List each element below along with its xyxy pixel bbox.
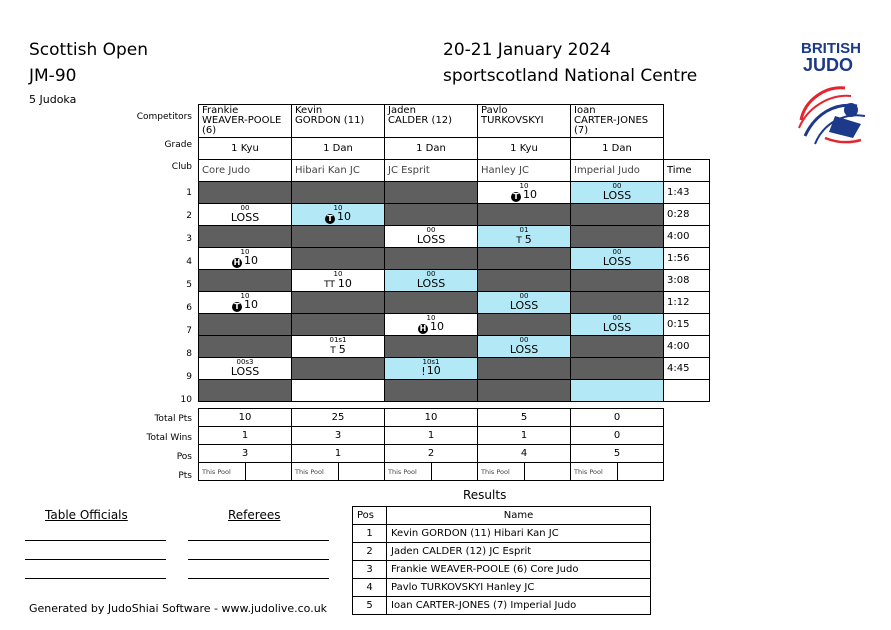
- match-row: [199, 358, 710, 380]
- results-title: Results: [463, 488, 507, 502]
- score-value: [292, 210, 384, 224]
- match-cell: [385, 226, 478, 248]
- score-value: [199, 211, 291, 224]
- blank-cell: [664, 105, 710, 138]
- match-row: [199, 292, 710, 314]
- match-time: 1:56: [664, 248, 710, 270]
- match-cell: [478, 248, 571, 270]
- summary-row: [199, 445, 664, 463]
- results-pos: 1: [353, 525, 387, 543]
- match-cell: [292, 358, 385, 380]
- pos-cell: 1: [292, 445, 385, 463]
- match-cell: [385, 182, 478, 204]
- match-cell: [385, 270, 478, 292]
- match-row: [199, 182, 710, 204]
- match-cell: [571, 226, 664, 248]
- results-name: Frankie WEAVER-POOLE (6) Core Judo: [387, 561, 651, 579]
- score-text: 10: [523, 188, 537, 201]
- score-text: LOSS: [509, 343, 539, 356]
- shido-warning-icon: !: [421, 365, 426, 378]
- competitor-name-3: [385, 105, 478, 138]
- event-venue: sportscotland National Centre: [443, 66, 698, 86]
- match-cell: [292, 292, 385, 314]
- competitor-last-name: CARTER-JONES (7): [574, 115, 649, 136]
- match-cell: [478, 380, 571, 402]
- match-time: 0:15: [664, 314, 710, 336]
- signature-line: [188, 540, 329, 541]
- row-labels: [100, 104, 192, 504]
- score-type-icon: T: [516, 236, 522, 246]
- match-cell: [478, 336, 571, 358]
- signature-line: [25, 540, 166, 541]
- score-type-icon: H: [419, 324, 427, 333]
- match-row: [199, 314, 710, 336]
- match-cell: [385, 380, 478, 402]
- match-cell: [199, 336, 292, 358]
- pos-cell: 3: [199, 445, 292, 463]
- score-type-icon: T: [511, 192, 521, 202]
- score-detail: 00s3: [236, 358, 254, 366]
- grade-cell: 1 Dan: [292, 138, 385, 160]
- pool-pts-divider: [524, 463, 525, 480]
- score-text: 10: [426, 364, 441, 377]
- grade-cell: 1 Kyu: [478, 138, 571, 160]
- score-value: [385, 233, 477, 246]
- score-text: 10: [337, 210, 351, 223]
- results-pos: 4: [353, 579, 387, 597]
- label-competitors: Competitors: [136, 112, 192, 122]
- score-detail: 00: [612, 248, 622, 256]
- match-cell: [292, 336, 385, 358]
- footer-text: Generated by JudoShiai Software - www.judolive.co.uk: [29, 602, 328, 615]
- label-total-wins: Total Wins: [146, 433, 192, 443]
- match-number-5: 5: [186, 280, 192, 290]
- score-detail: 00: [612, 314, 622, 322]
- score-detail: 00: [612, 182, 622, 190]
- match-cell: [292, 226, 385, 248]
- event-date: 20-21 January 2024: [443, 40, 611, 60]
- match-time: 1:43: [664, 182, 710, 204]
- score-detail: 00: [519, 336, 529, 344]
- competitor-last-name: CALDER (12): [388, 115, 453, 126]
- score-text: 10: [244, 254, 258, 267]
- results-row: [353, 579, 651, 597]
- score-value: [292, 277, 384, 290]
- pool-pts-divider: [245, 463, 246, 480]
- results-name: Ioan CARTER-JONES (7) Imperial Judo: [387, 597, 651, 615]
- results-header-row: [353, 507, 651, 525]
- pool-pts-divider: [338, 463, 339, 480]
- results-row: [353, 597, 651, 615]
- match-cell: [571, 314, 664, 336]
- score-text: LOSS: [602, 321, 632, 334]
- match-number-4: 4: [186, 257, 192, 267]
- score-value: [478, 188, 570, 202]
- match-cell: [385, 358, 478, 380]
- competitor-name-1: [199, 105, 292, 138]
- score-detail: 00: [240, 204, 250, 212]
- match-cell: [478, 182, 571, 204]
- judoka-count: 5 Judoka: [29, 93, 77, 106]
- results-row: [353, 525, 651, 543]
- competitor-row: [199, 105, 710, 138]
- total-wins-cell: 0: [571, 427, 664, 445]
- time-header: Time: [664, 160, 710, 182]
- score-detail: 01s1: [329, 336, 347, 344]
- match-cell: [199, 226, 292, 248]
- total-pts-cell: 25: [292, 409, 385, 427]
- signature-line: [188, 578, 329, 579]
- competitor-last-name: WEAVER-POOLE (6): [202, 115, 282, 136]
- pool-pts-cell: [478, 463, 571, 481]
- club-cell: Hibari Kan JC: [292, 160, 385, 182]
- results-pos: 2: [353, 543, 387, 561]
- competitor-first-name: Kevin: [295, 105, 323, 116]
- pool-pts-cell: [385, 463, 478, 481]
- results-name: Jaden CALDER (12) JC Esprit: [387, 543, 651, 561]
- score-text: LOSS: [230, 365, 260, 378]
- signature-line: [188, 559, 329, 560]
- score-text: LOSS: [416, 277, 446, 290]
- match-cell: [478, 358, 571, 380]
- match-number-7: 7: [186, 326, 192, 336]
- total-wins-cell: 3: [292, 427, 385, 445]
- score-detail: 00: [519, 292, 529, 300]
- match-cell: [571, 380, 664, 402]
- score-value: [478, 233, 570, 246]
- match-cell: [199, 358, 292, 380]
- results-row: [353, 561, 651, 579]
- match-row: [199, 248, 710, 270]
- pool-pts-divider: [617, 463, 618, 480]
- club-cell: JC Esprit: [385, 160, 478, 182]
- match-time: 4:45: [664, 358, 710, 380]
- match-cell: [292, 204, 385, 226]
- match-number-1: 1: [186, 188, 192, 198]
- score-type-icon: TT: [324, 280, 335, 290]
- club-cell: Core Judo: [199, 160, 292, 182]
- british-judo-logo: [795, 40, 875, 160]
- competitor-name-5: [571, 105, 664, 138]
- match-row: [199, 270, 710, 292]
- results-col-name: Name: [387, 507, 651, 525]
- match-cell: [478, 226, 571, 248]
- score-value: [199, 254, 291, 268]
- match-row: [199, 226, 710, 248]
- match-cell: [292, 314, 385, 336]
- match-cell: [199, 204, 292, 226]
- score-detail: 10: [240, 248, 250, 256]
- match-cell: [571, 358, 664, 380]
- match-number-8: 8: [186, 349, 192, 359]
- competitor-first-name: Ioan: [574, 105, 596, 116]
- competitor-last-name: TURKOVSKYI: [481, 115, 544, 126]
- score-value: [571, 321, 663, 334]
- match-cell: [292, 270, 385, 292]
- label-grade: Grade: [164, 140, 192, 150]
- match-time: 0:28: [664, 204, 710, 226]
- match-row: [199, 204, 710, 226]
- score-text: 10: [430, 320, 444, 333]
- score-value: [199, 298, 291, 312]
- score-value: [571, 255, 663, 268]
- grade-cell: 1 Dan: [571, 138, 664, 160]
- results-pos: 5: [353, 597, 387, 615]
- match-cell: [199, 314, 292, 336]
- match-time: 4:00: [664, 226, 710, 248]
- results-table: [352, 506, 651, 615]
- total-wins-cell: 1: [199, 427, 292, 445]
- match-number-9: 9: [186, 372, 192, 382]
- score-text: LOSS: [416, 233, 446, 246]
- club-row: [199, 160, 710, 182]
- match-cell: [292, 380, 385, 402]
- match-cell: [571, 248, 664, 270]
- competitor-name-2: [292, 105, 385, 138]
- pos-cell: 5: [571, 445, 664, 463]
- score-value: [478, 299, 570, 312]
- signature-line: [25, 578, 166, 579]
- match-cell: [385, 336, 478, 358]
- grade-cell: 1 Dan: [385, 138, 478, 160]
- score-value: [571, 189, 663, 202]
- label-total-pts: Total Pts: [154, 414, 192, 424]
- score-text: LOSS: [602, 189, 632, 202]
- score-detail: 10: [333, 270, 343, 278]
- pool-pts-row: [199, 463, 664, 481]
- score-type-icon: H: [233, 258, 241, 267]
- match-time: 4:00: [664, 336, 710, 358]
- total-pts-cell: 0: [571, 409, 664, 427]
- this-pool-label: This Pool: [574, 467, 603, 476]
- score-detail: 10: [333, 204, 343, 212]
- pos-cell: 2: [385, 445, 478, 463]
- match-cell: [199, 270, 292, 292]
- score-text: LOSS: [230, 211, 260, 224]
- match-cell: [385, 292, 478, 314]
- competitor-name-4: [478, 105, 571, 138]
- score-text: LOSS: [602, 255, 632, 268]
- score-detail: 10: [519, 182, 529, 190]
- match-cell: [199, 248, 292, 270]
- logo-text-judo: JUDO: [803, 55, 854, 75]
- results-col-pos: Pos: [353, 507, 387, 525]
- score-text: 10: [244, 298, 258, 311]
- competitor-first-name: Pavlo: [481, 105, 508, 116]
- score-text: 5: [524, 233, 532, 246]
- referees-heading: Referees: [228, 508, 281, 522]
- match-cell: [571, 270, 664, 292]
- score-type-icon: T: [232, 302, 242, 312]
- pool-table: [198, 104, 710, 402]
- match-cell: [199, 182, 292, 204]
- competitor-first-name: Frankie: [202, 105, 239, 116]
- match-number-10: 10: [180, 395, 192, 405]
- score-value: [385, 320, 477, 334]
- score-text: 5: [338, 343, 346, 356]
- competitor-last-name: GORDON (11): [295, 115, 365, 126]
- score-value: [385, 277, 477, 290]
- label-pts: Pts: [178, 471, 192, 481]
- match-cell: [292, 248, 385, 270]
- match-cell: [478, 270, 571, 292]
- match-time: 1:12: [664, 292, 710, 314]
- blank-cell: [664, 138, 710, 160]
- event-title: Scottish Open: [29, 40, 149, 60]
- label-pos: Pos: [176, 452, 192, 462]
- category-title: JM-90: [29, 66, 77, 86]
- club-cell: Imperial Judo: [571, 160, 664, 182]
- score-text: LOSS: [509, 299, 539, 312]
- this-pool-label: This Pool: [295, 467, 324, 476]
- results-pos: 3: [353, 561, 387, 579]
- score-type-icon: T: [325, 214, 335, 224]
- score-detail: 10: [240, 292, 250, 300]
- match-cell: [571, 292, 664, 314]
- competitor-first-name: Jaden: [388, 105, 416, 116]
- grade-cell: 1 Kyu: [199, 138, 292, 160]
- match-cell: [571, 204, 664, 226]
- pool-pts-cell: [571, 463, 664, 481]
- this-pool-label: This Pool: [202, 467, 231, 476]
- grade-row: [199, 138, 710, 160]
- summary-row: [199, 409, 664, 427]
- score-value: [478, 343, 570, 356]
- label-club: Club: [171, 162, 192, 172]
- match-number-3: 3: [186, 234, 192, 244]
- total-pts-cell: 10: [385, 409, 478, 427]
- total-pts-cell: 5: [478, 409, 571, 427]
- match-time: 3:08: [664, 270, 710, 292]
- pos-cell: 4: [478, 445, 571, 463]
- total-wins-cell: 1: [385, 427, 478, 445]
- this-pool-label: This Pool: [481, 467, 510, 476]
- score-type-icon: T: [330, 346, 336, 356]
- pool-pts-cell: [292, 463, 385, 481]
- match-row: [199, 380, 710, 402]
- match-cell: [385, 248, 478, 270]
- match-number-6: 6: [186, 303, 192, 313]
- pool-pts-cell: [199, 463, 292, 481]
- match-cell: [571, 182, 664, 204]
- match-cell: [478, 292, 571, 314]
- summary-row: [199, 427, 664, 445]
- score-detail: 00: [426, 270, 436, 278]
- score-value: [199, 365, 291, 378]
- match-cell: [199, 292, 292, 314]
- results-name: Pavlo TURKOVSKYI Hanley JC: [387, 579, 651, 597]
- match-row: [199, 336, 710, 358]
- match-cell: [478, 204, 571, 226]
- judo-throw-emblem-icon: [795, 80, 873, 152]
- match-cell: [292, 182, 385, 204]
- match-cell: [571, 336, 664, 358]
- score-detail: 10: [426, 314, 436, 322]
- results-row: [353, 543, 651, 561]
- match-cell: [385, 314, 478, 336]
- match-cell: [478, 314, 571, 336]
- pool-pts-divider: [431, 463, 432, 480]
- score-value: [385, 364, 477, 378]
- match-time: [664, 380, 710, 402]
- club-cell: Hanley JC: [478, 160, 571, 182]
- this-pool-label: This Pool: [388, 467, 417, 476]
- total-pts-cell: 10: [199, 409, 292, 427]
- match-number-2: 2: [186, 211, 192, 221]
- total-wins-cell: 1: [478, 427, 571, 445]
- signature-line: [25, 559, 166, 560]
- score-detail: 00: [426, 226, 436, 234]
- match-cell: [385, 204, 478, 226]
- table-officials-heading: Table Officials: [45, 508, 128, 522]
- score-value: [292, 343, 384, 356]
- logo-text-british: BRITISH: [801, 40, 861, 57]
- match-cell: [199, 380, 292, 402]
- score-detail: 10s1: [422, 358, 440, 366]
- summary-table: [198, 408, 664, 481]
- score-detail: 01: [519, 226, 529, 234]
- score-text: 10: [337, 277, 352, 290]
- results-name: Kevin GORDON (11) Hibari Kan JC: [387, 525, 651, 543]
